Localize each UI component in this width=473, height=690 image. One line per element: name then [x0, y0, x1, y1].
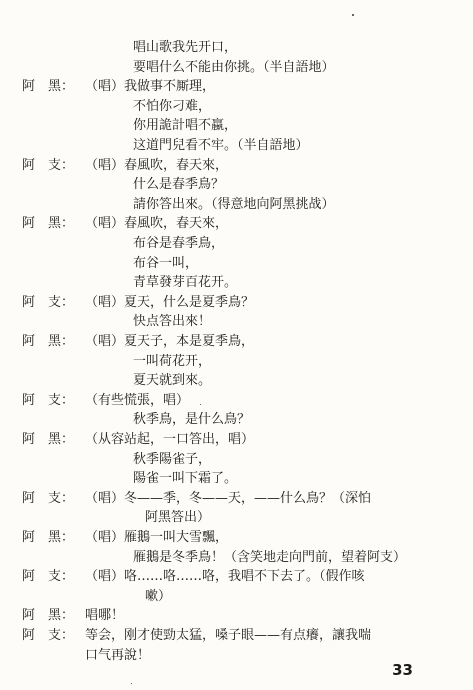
dialogue-text: 阿黑答出）	[145, 510, 211, 525]
print-speck	[352, 14, 354, 16]
dialogue-text: （唱）我做事不厮理，	[85, 79, 216, 94]
print-speck	[200, 404, 201, 405]
dialogue-text: 不怕你刁难，	[133, 99, 212, 114]
dialogue-text: 布谷一叫，	[133, 256, 199, 271]
dialogue-text: （唱）夏天，什么是夏季鳥？	[85, 295, 255, 310]
dialogue-text: 秋季陽雀子，	[133, 452, 212, 467]
dialogue-text: （唱）春風吹，春天來，	[85, 158, 229, 173]
dialogue-text: （有些慌張，唱）	[85, 393, 190, 408]
dialogue-text: 雁鵝是冬季鳥！（含笑地走向門前，望着阿支）	[133, 550, 407, 565]
dialogue-text: （唱）冬——季，冬——天，——什么鳥？（深怕	[85, 491, 372, 506]
dialogue-text: （唱）夏天子，本是夏季鳥，	[85, 334, 255, 349]
dialogue-text: 嗽）	[145, 589, 172, 604]
page-number: 33	[392, 661, 413, 679]
dialogue-text: 陽雀一叫下霜了。	[133, 471, 238, 486]
speaker-label: 阿 黑：	[22, 79, 75, 94]
dialogue-text: （唱）咯……咯……咯，我唱不下去了。（假作咳	[85, 569, 365, 584]
dialogue-text: 青草發芽百花开。	[133, 275, 238, 290]
dialogue-text: 夏天就到來。	[133, 373, 212, 388]
speaker-label: 阿 黑：	[22, 334, 75, 349]
dialogue-text: 布谷是春季鳥，	[133, 236, 225, 251]
speaker-label: 阿 黑：	[22, 432, 75, 447]
speaker-label: 阿 支：	[22, 628, 75, 643]
speaker-label: 阿 支：	[22, 393, 75, 408]
speaker-label: 阿 支：	[22, 295, 75, 310]
dialogue-text: 唱山歌我先开口，	[133, 40, 238, 55]
dialogue-text: （唱）春風吹，春天來，	[85, 216, 229, 231]
dialogue-text: 什么是春季鳥？	[133, 177, 225, 192]
dialogue-text: 唱哪！	[85, 608, 125, 623]
dialogue-text: 秋季鳥，是什么鳥？	[133, 412, 251, 427]
speaker-label: 阿 黑：	[22, 608, 75, 623]
dialogue-text: 这道門兒看不牢。（半自語地）	[133, 138, 309, 153]
dialogue-text: （从容站起，一口答出，唱）	[85, 432, 255, 447]
dialogue-text: 請你答出來。（得意地向阿黑挑战）	[133, 197, 335, 212]
dialogue-text: 要唱什么不能由你挑。（半自語地）	[133, 60, 335, 75]
dialogue-text: 快点答出來！	[133, 314, 212, 329]
dialogue-text: （唱）雁鵝一叫大雪飄，	[85, 530, 229, 545]
print-speck	[131, 683, 132, 684]
speaker-label: 阿 黑：	[22, 530, 75, 545]
speaker-label: 阿 支：	[22, 158, 75, 173]
speaker-label: 阿 支：	[22, 491, 75, 506]
dialogue-text: 等会，刚才使勁太猛，嗓子眼——有点癢，讓我喘	[85, 628, 372, 643]
speaker-label: 阿 黑：	[22, 216, 75, 231]
dialogue-text: 你用詭計唱不蠃，	[133, 118, 238, 133]
speaker-label: 阿 支：	[22, 569, 75, 584]
dialogue-text: 一叫荷花开，	[133, 354, 212, 369]
dialogue-text: 口气再說！	[85, 648, 151, 663]
